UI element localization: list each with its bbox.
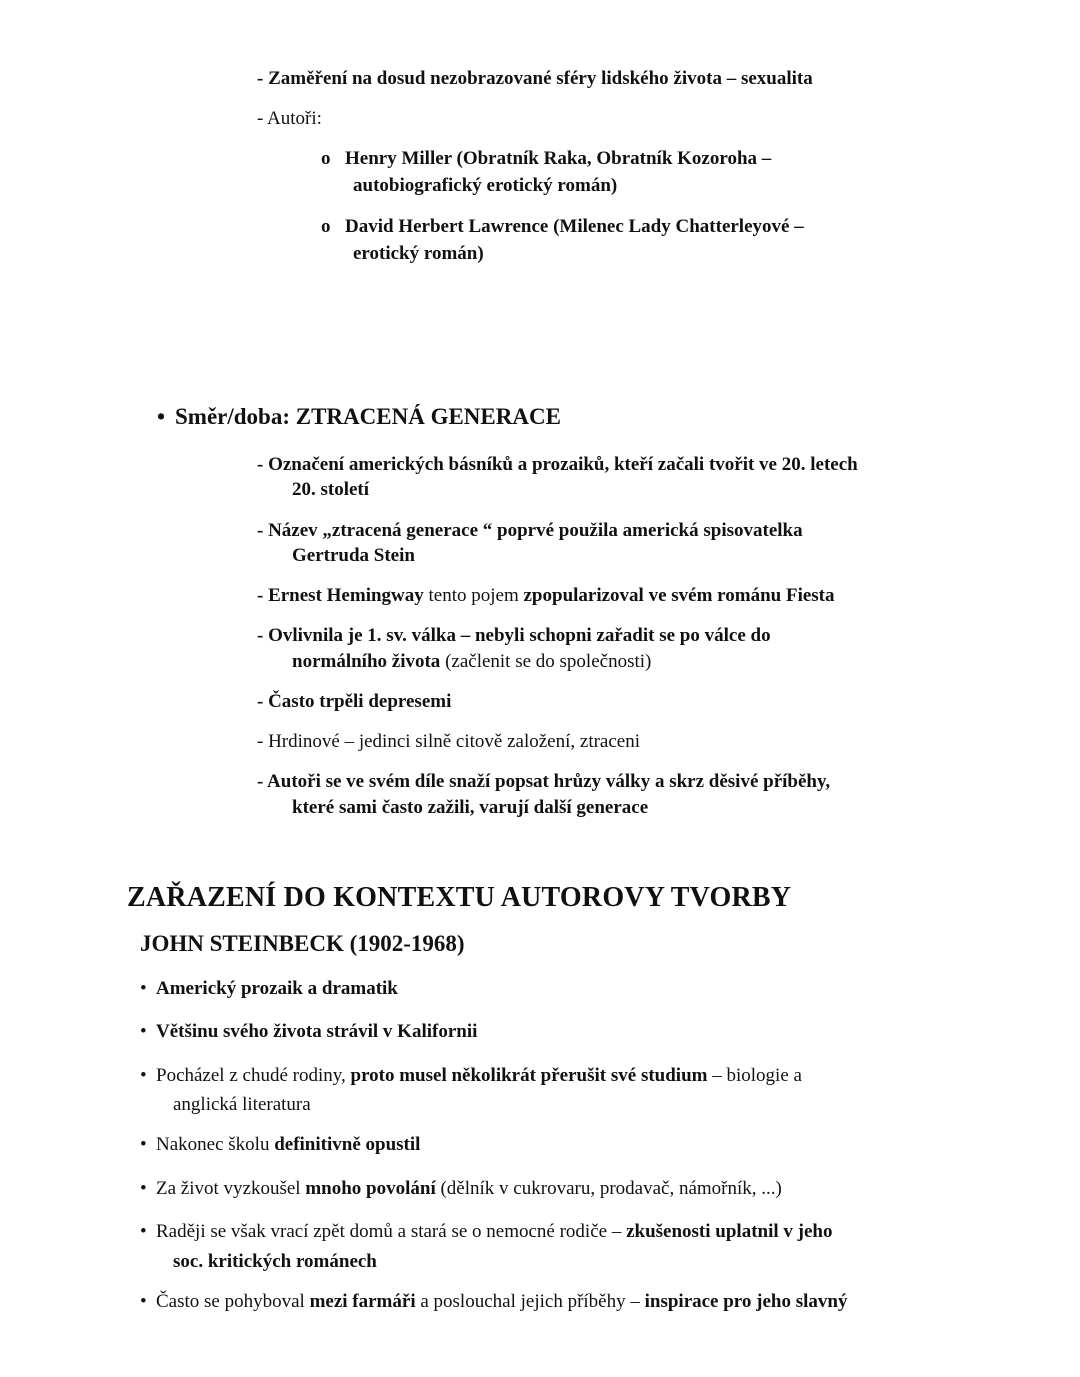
list-item-cont: Gertruda Stein xyxy=(292,545,415,566)
focus-line: - Zaměření na dosud nezobrazované sféry lidského života – sexualita xyxy=(257,68,813,89)
author-item-miller-cont: autobiografický erotický román) xyxy=(353,175,618,196)
bullet-icon: • xyxy=(140,1221,147,1242)
list-item: • Za život vyzkoušel mnoho povolání (dělník v cukrovaru, prodavač, námořník, ...) xyxy=(140,1175,782,1203)
authors-label: - Autoři: xyxy=(257,108,322,129)
list-item: • Nakonec školu definitivně opustil xyxy=(140,1131,420,1159)
list-item: - Ovlivnila je 1. sv. válka – nebyli schopni zařadit se po válce do xyxy=(257,625,771,646)
bullet-icon: • xyxy=(157,404,166,429)
bullet-icon: • xyxy=(140,1065,147,1086)
list-item-cont: soc. kritických románech xyxy=(173,1251,377,1272)
list-item: - Hrdinové – jedinci silně citově založení, ztraceni xyxy=(257,731,641,752)
list-item: • Raději se však vrací zpět domů a stará se o nemocné rodiče – zkušenosti uplatnil v jeho xyxy=(140,1218,832,1246)
bullet-icon: • xyxy=(140,1021,147,1042)
list-item-cont: normálního života (začlenit se do společnosti) xyxy=(292,651,652,672)
author-item-miller: o Henry Miller (Obratník Raka, Obratník Kozoroha – xyxy=(321,146,771,172)
circle-bullet-icon: o xyxy=(321,148,331,169)
section-heading-ztracena: • Směr/doba: ZTRACENÁ GENERACE xyxy=(157,404,561,429)
bullet-icon: • xyxy=(140,1178,147,1199)
circle-bullet-icon: o xyxy=(321,216,331,237)
list-item: • Většinu svého života strávil v Kalifornii xyxy=(140,1018,477,1046)
list-item-cont: 20. století xyxy=(292,479,370,500)
section-title-context: ZAŘAZENÍ DO KONTEXTU AUTOROVY TVORBY xyxy=(127,882,792,913)
bullet-icon: • xyxy=(140,1291,147,1312)
list-item: - Často trpěli depresemi xyxy=(257,691,452,712)
list-item: • Často se pohyboval mezi farmáři a poslouchal jejich příběhy – inspirace pro jeho slavný xyxy=(140,1288,847,1316)
list-item: - Název „ztracená generace “ poprvé použila americká spisovatelka xyxy=(257,520,803,541)
bullet-icon: • xyxy=(140,978,147,999)
list-item-cont: anglická literatura xyxy=(173,1094,311,1115)
author-heading: JOHN STEINBECK (1902-1968) xyxy=(140,931,465,956)
list-item: • Americký prozaik a dramatik xyxy=(140,975,398,1003)
list-item: - Označení amerických básníků a prozaiků, kteří začali tvořit ve 20. letech xyxy=(257,454,858,475)
list-item: • Pocházel z chudé rodiny, proto musel několikrát přerušit své studium – biologie a xyxy=(140,1062,802,1090)
list-item: - Ernest Hemingway tento pojem zpopularizoval ve svém románu Fiesta xyxy=(257,585,835,606)
list-item: - Autoři se ve svém díle snaží popsat hrůzy války a skrz děsivé příběhy, xyxy=(257,771,831,792)
list-item-cont: které sami často zažili, varují další generace xyxy=(292,797,649,818)
author-item-lawrence-cont: erotický román) xyxy=(353,243,484,264)
bullet-icon: • xyxy=(140,1134,147,1155)
author-item-lawrence: o David Herbert Lawrence (Milenec Lady Chatterleyové – xyxy=(321,214,804,240)
